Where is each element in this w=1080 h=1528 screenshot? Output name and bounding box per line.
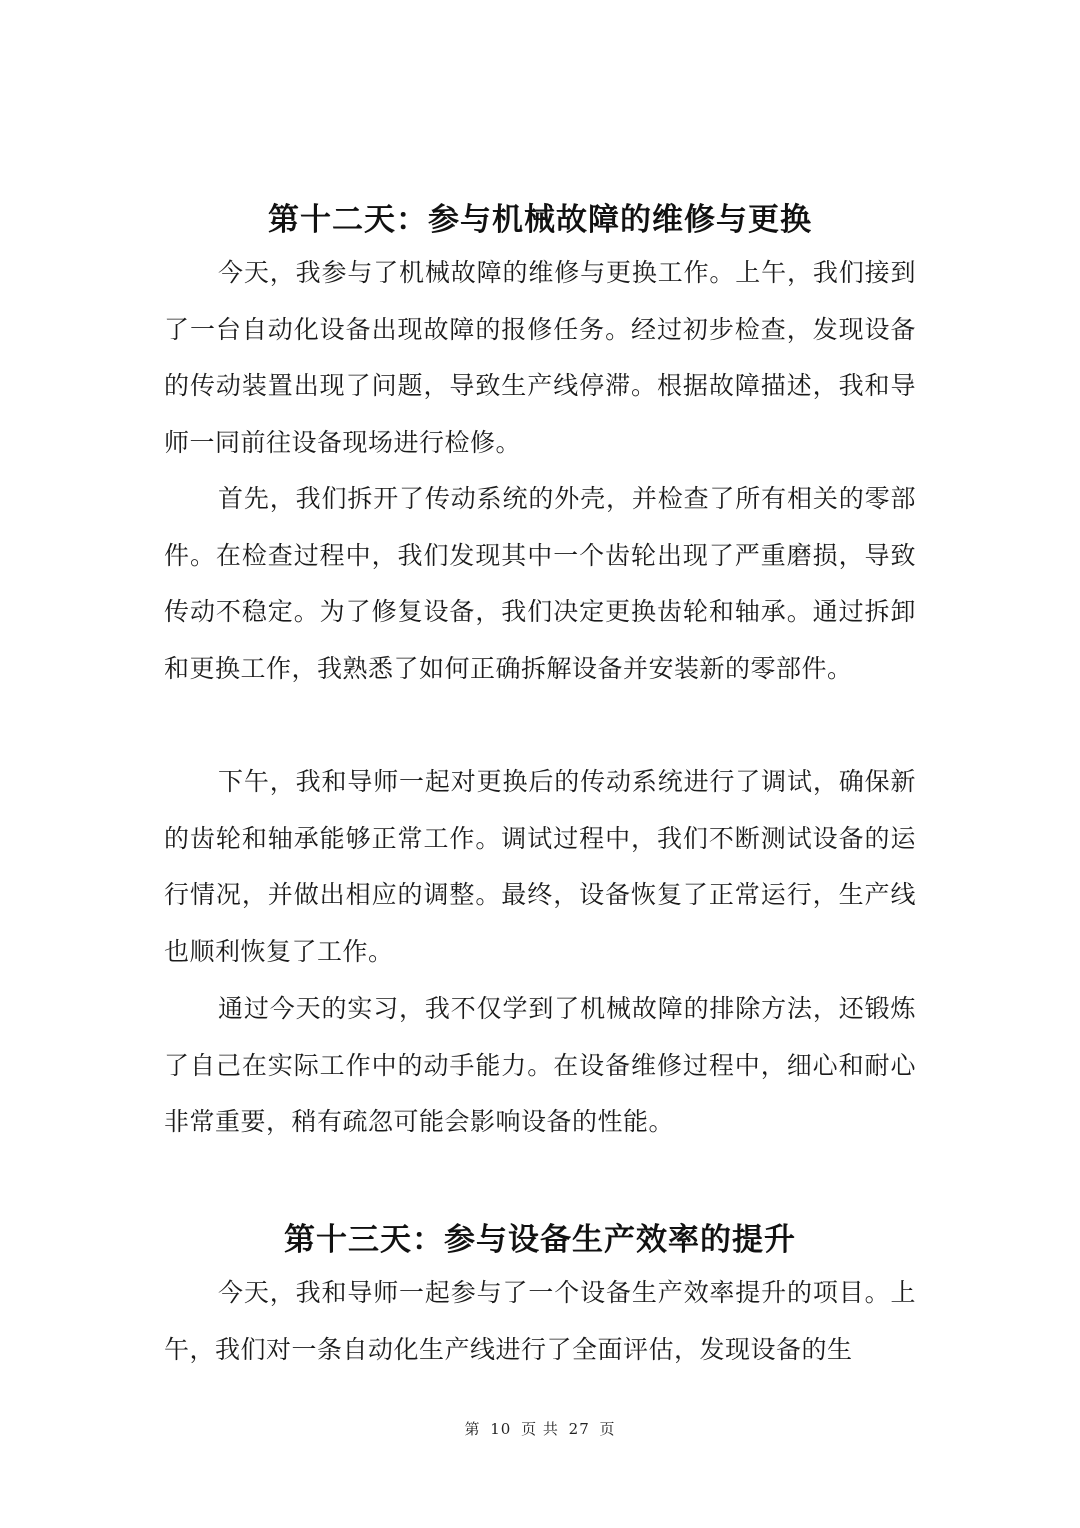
section-heading-day-12: 第十二天：参与机械故障的维修与更换 — [268, 202, 812, 238]
paragraph: 首先，我们拆开了传动系统的外壳，并检查了所有相关的零部件。在检查过程中，我们发现其中一个齿轮出现了严重磨损，导致传动不稳定。为了修复设备，我们决定更换齿轮和轴承。通过拆卸和更换工作，我熟悉了如何正确拆解设备并安装新的零部件。 — [164, 484, 916, 683]
paragraph: 今天，我和导师一起参与了一个设备生产效率提升的项目。上午，我们对一条自动化生产线进行了全面评估，发现设备的生 — [164, 1278, 916, 1364]
page-number-footer — [0, 1418, 1080, 1439]
footer-suffix: 页 — [599, 1420, 616, 1438]
current-page-number: 10 — [490, 1420, 512, 1438]
paragraph: 通过今天的实习，我不仅学到了机械故障的排除方法，还锻炼了自己在实际工作中的动手能力。在设备维修过程中，细心和耐心非常重要，稍有疏忽可能会影响设备的性能。 — [164, 994, 916, 1137]
footer-middle: 页 共 — [521, 1420, 559, 1438]
paragraph: 今天，我参与了机械故障的维修与更换工作。上午，我们接到了一台自动化设备出现故障的报修任务。经过初步检查，发现设备的传动装置出现了问题，导致生产线停滞。根据故障描述，我和导师一同前往设备现场进行检修。 — [164, 258, 916, 457]
total-page-count: 27 — [568, 1420, 590, 1438]
section-heading-day-13: 第十三天：参与设备生产效率的提升 — [284, 1222, 796, 1258]
paragraph: 下午，我和导师一起对更换后的传动系统进行了调试，确保新的齿轮和轴承能够正常工作。调试过程中，我们不断测试设备的运行情况，并做出相应的调整。最终，设备恢复了正常运行，生产线也顺利恢复了工作。 — [164, 767, 916, 966]
footer-prefix: 第 — [464, 1420, 481, 1438]
